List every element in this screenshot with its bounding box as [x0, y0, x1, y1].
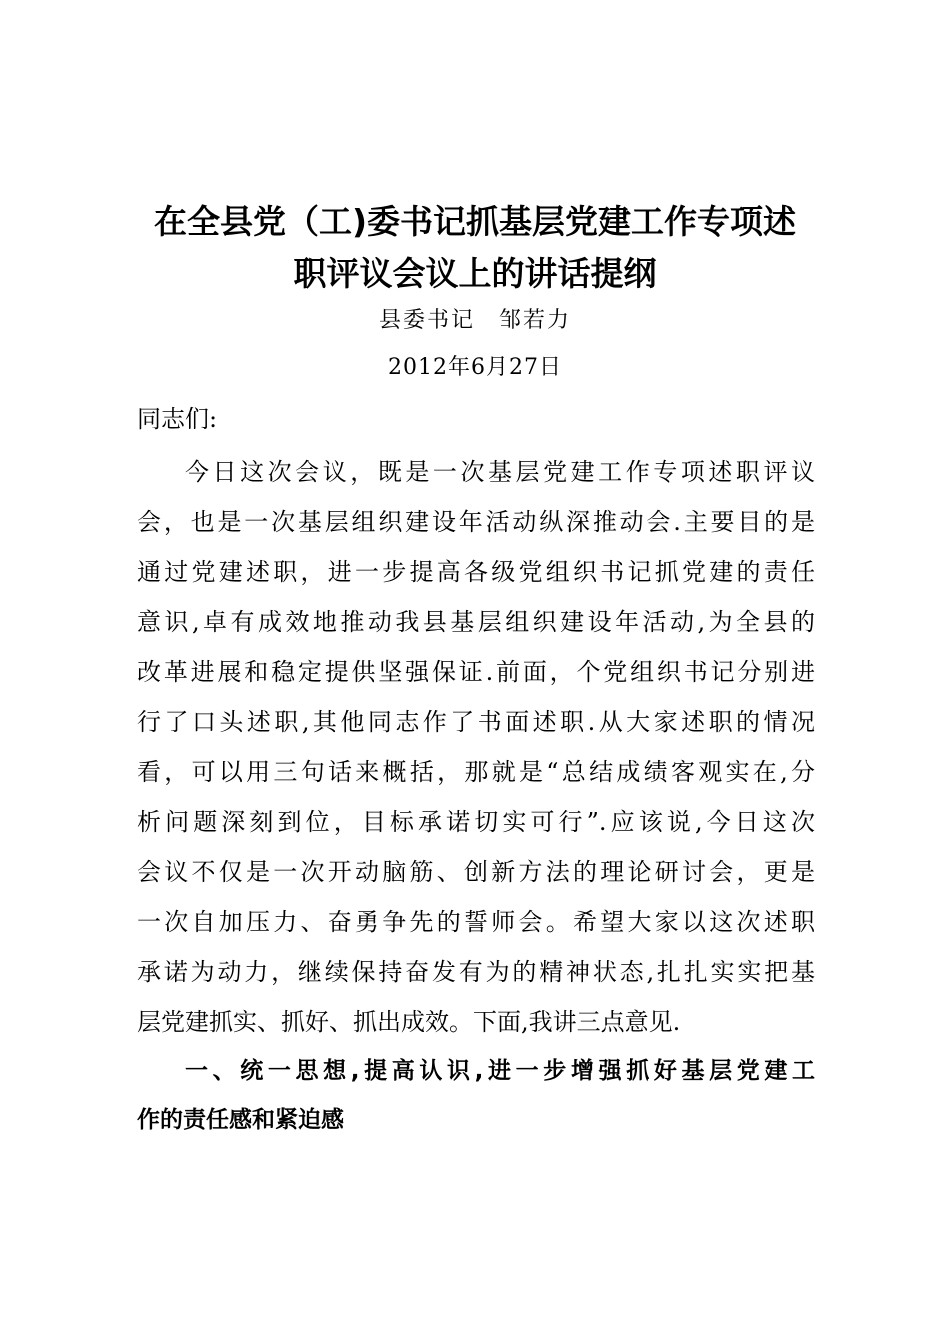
paragraph-line: 一次自加压力、奋勇争先的誓师会。希望大家以这次述职: [137, 908, 815, 936]
paragraph-line: 通过党建述职，进一步提高各级党组织书记抓党建的责任: [137, 558, 815, 586]
document-title: [120, 196, 830, 300]
section-heading-line-1: 一、统一思想,提高认识,进一步增强抓好基层党建工: [185, 1058, 815, 1084]
paragraph-line: 层党建抓实、抓好、抓出成效。下面,我讲三点意见.: [137, 1008, 681, 1036]
paragraph-line: 改革进展和稳定提供坚强保证.前面，个党组织书记分别进: [137, 658, 815, 686]
paragraph-line: 会议不仅是一次开动脑筋、创新方法的理论研讨会，更是: [137, 858, 815, 886]
paragraph-line: 承诺为动力，继续保持奋发有为的精神状态,扎扎实实把基: [137, 958, 815, 986]
paragraph-line: 意识,卓有成效地推动我县基层组织建设年活动,为全县的: [137, 608, 815, 636]
paragraph-line: 析问题深刻到位，目标承诺切实可行”.应该说,今日这次: [137, 808, 815, 836]
date-line: 2012年6月27日: [388, 355, 562, 380]
author-line: 县委书记 邹若力: [378, 308, 571, 333]
paragraph-line: 今日这次会议，既是一次基层党建工作专项述职评议: [185, 458, 815, 486]
paragraph-line: 会，也是一次基层组织建设年活动纵深推动会.主要目的是: [137, 508, 815, 536]
paragraph-line: 看，可以用三句话来概括，那就是“总结成绩客观实在,分: [137, 758, 815, 786]
title-line-2: 职评议会议上的讲话提纲: [293, 254, 657, 293]
title-line-1: 在全县党（工)委书记抓基层党建工作专项述: [153, 202, 797, 241]
salutation: 同志们:: [137, 405, 218, 433]
paragraph-line: 行了口头述职,其他同志作了书面述职.从大家述职的情况: [137, 708, 815, 736]
section-heading-line-2: 作的责任感和紧迫感: [137, 1107, 344, 1133]
